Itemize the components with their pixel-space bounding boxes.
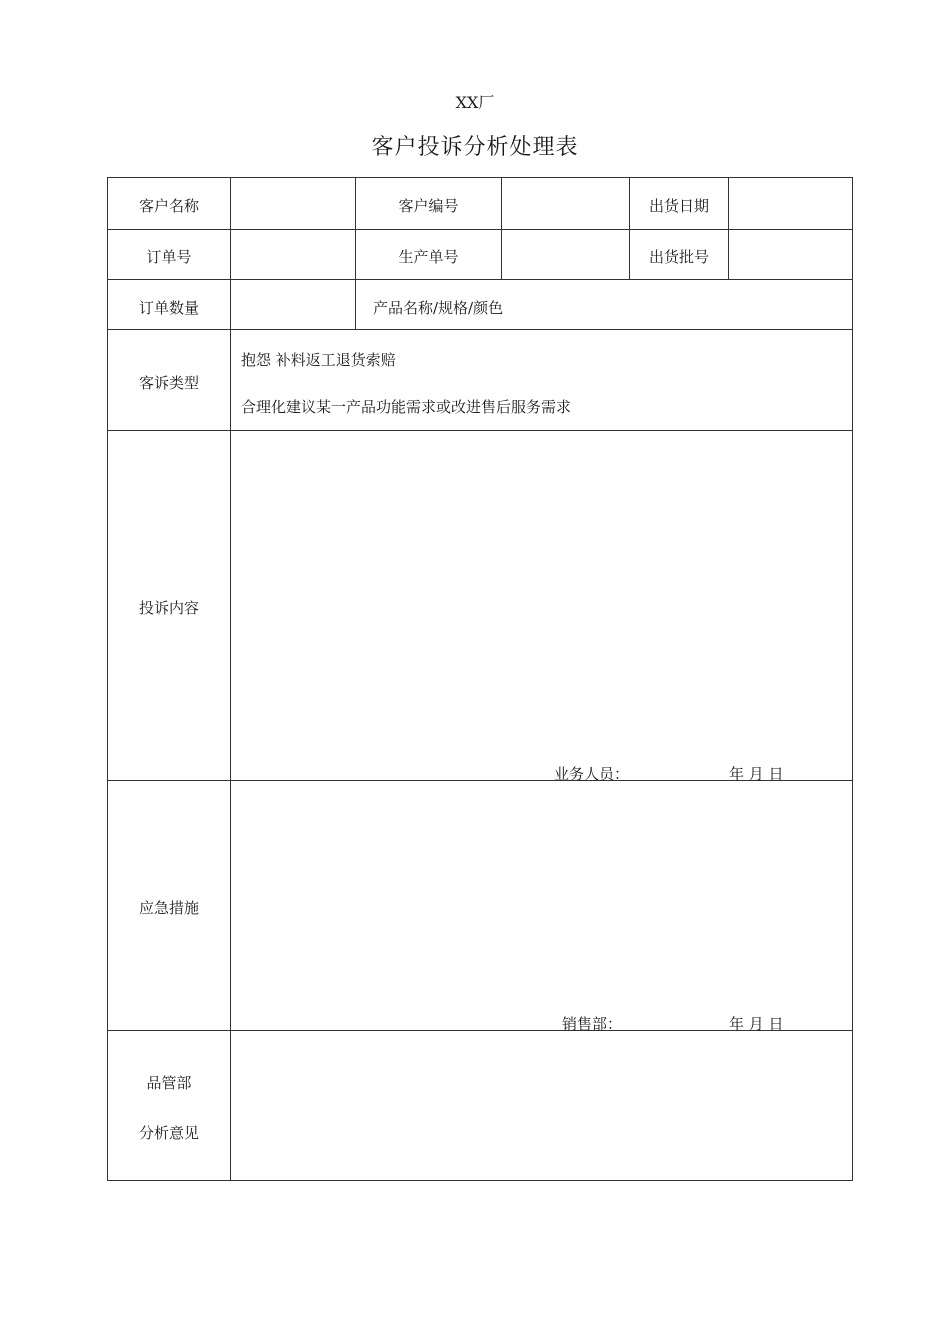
customer-no-field[interactable]: [502, 178, 628, 228]
complaint-content-label: 投诉内容: [138, 599, 199, 617]
complaint-date: 年 月 日: [729, 765, 784, 783]
sales-dept-signature-label: 销售部：: [562, 1015, 623, 1033]
customer-name-label: 客户名称: [138, 197, 199, 215]
complaint-type-options-line1[interactable]: 抱怨 补料返工退货索赔: [241, 351, 396, 369]
ship-date-label: 出货日期: [648, 197, 709, 215]
emergency-date: 年 月 日: [729, 1015, 784, 1033]
row-divider: [108, 279, 852, 280]
factory-name: XX厂: [455, 93, 495, 112]
qc-opinion-area[interactable]: [231, 1031, 852, 1180]
complaint-form-table: [107, 177, 853, 1181]
production-no-field[interactable]: [502, 230, 628, 279]
ship-batch-label: 出货批号: [648, 248, 709, 266]
emergency-measures-label: 应急措施: [138, 899, 199, 917]
order-no-label: 订单号: [146, 248, 192, 266]
ship-date-field[interactable]: [729, 178, 852, 228]
customer-no-label: 客户编号: [398, 197, 459, 215]
order-no-field[interactable]: [231, 230, 354, 279]
analysis-opinion-label: 分析意见: [138, 1124, 199, 1142]
emergency-measures-area[interactable]: [231, 781, 852, 1011]
row-divider: [108, 329, 852, 330]
ship-batch-field[interactable]: [729, 230, 852, 279]
order-qty-field[interactable]: [231, 280, 354, 329]
complaint-type-options-line2[interactable]: 合理化建议某一产品功能需求或改进售后服务需求: [241, 398, 572, 416]
form-title: 客户投诉分析处理表: [371, 135, 579, 160]
qc-dept-label: 品管部: [146, 1074, 192, 1092]
salesperson-signature-label: 业务人员：: [554, 765, 630, 783]
complaint-type-label: 客诉类型: [138, 374, 199, 392]
complaint-content-area[interactable]: [231, 431, 852, 761]
customer-name-field[interactable]: [231, 178, 354, 228]
order-qty-label: 订单数量: [138, 299, 199, 317]
production-no-label: 生产单号: [398, 248, 459, 266]
product-label: 产品名称/规格/颜色: [373, 299, 504, 317]
